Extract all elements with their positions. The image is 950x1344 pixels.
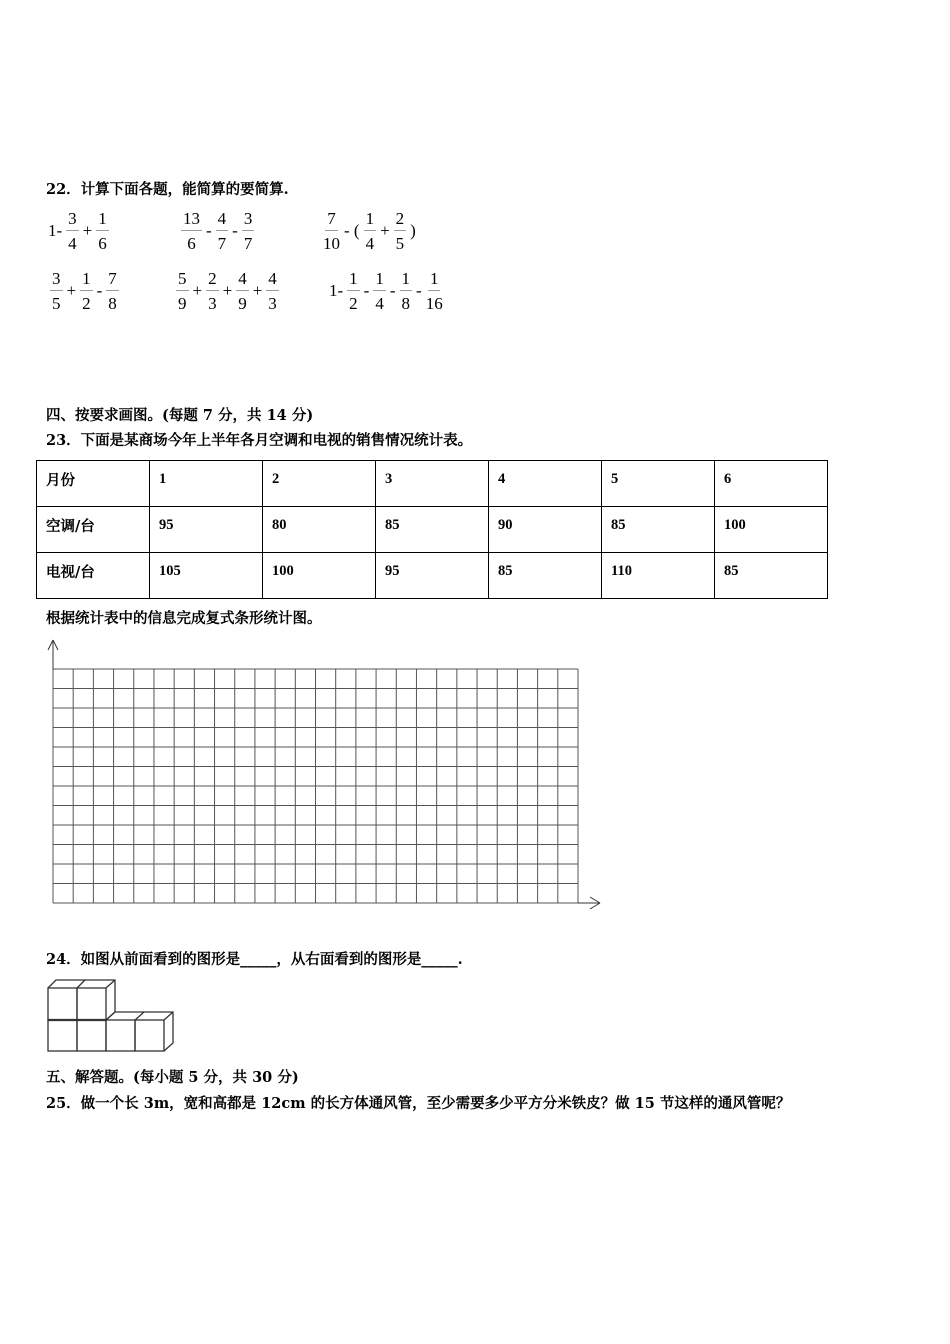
numerator: 7	[325, 210, 338, 231]
fraction	[426, 270, 443, 312]
x-axis-arrow	[590, 897, 600, 903]
denominator: 7	[243, 234, 253, 253]
denominator: 5	[52, 294, 61, 313]
cube-figure	[40, 975, 190, 1060]
fraction	[236, 270, 249, 312]
operator: -	[206, 221, 212, 240]
denominator: 8	[108, 294, 117, 313]
numerator: 1	[373, 270, 386, 291]
fraction	[394, 210, 407, 252]
table-cell: 1	[150, 461, 263, 507]
denominator: 7	[217, 234, 227, 253]
table-cell: 110	[602, 553, 715, 599]
expression-4	[47, 270, 122, 312]
operator: -	[389, 281, 396, 300]
numerator: 3	[50, 270, 63, 291]
expression-2	[178, 210, 257, 252]
expression-3	[320, 210, 417, 252]
table-cell: 105	[150, 553, 263, 599]
fraction	[96, 210, 109, 252]
numerator: 1	[80, 270, 93, 291]
table-cell: 2	[263, 461, 376, 507]
fraction	[66, 210, 79, 252]
table-cell: 90	[489, 507, 602, 553]
expression-6	[328, 270, 446, 312]
table-cell: 80	[263, 507, 376, 553]
numerator: 3	[66, 210, 79, 231]
fraction	[373, 270, 386, 312]
table-cell: 3	[376, 461, 489, 507]
denominator: 4	[365, 234, 375, 253]
q22-title: 22．计算下面各题，能简算的要简算.	[46, 181, 289, 198]
numerator: 1	[400, 270, 413, 291]
denominator: 6	[98, 234, 107, 253]
denominator: 8	[401, 294, 411, 313]
x-axis-arrow	[590, 903, 600, 909]
denominator: 16	[425, 294, 443, 313]
numerator: 1	[347, 270, 360, 291]
denominator: 3	[268, 294, 277, 313]
section4-heading: 四、按要求画图。(每题 7 分，共 14 分)	[46, 407, 314, 424]
operator: -	[363, 281, 370, 300]
fraction	[80, 270, 93, 312]
table-row	[37, 553, 828, 599]
denominator: 5	[395, 234, 405, 253]
denominator: 4	[375, 294, 384, 313]
y-axis-arrow	[53, 640, 58, 650]
table-row	[37, 507, 828, 553]
numerator: 1	[428, 270, 441, 291]
fraction	[400, 270, 413, 312]
operator: 1-	[48, 221, 63, 240]
table-cell: 85	[376, 507, 489, 553]
operator: +	[252, 281, 263, 300]
denominator: 10	[323, 234, 340, 253]
fraction	[206, 270, 219, 312]
numerator: 3	[242, 210, 255, 231]
operator: -	[232, 221, 238, 240]
numerator: 4	[216, 210, 229, 231]
numerator: 4	[266, 270, 279, 291]
y-axis-arrow	[48, 640, 53, 650]
operator: +	[66, 281, 77, 300]
operator: 1-	[329, 281, 344, 300]
denominator: 2	[82, 294, 91, 313]
fraction	[323, 210, 340, 252]
denominator: 4	[68, 234, 77, 253]
table-cell: 85	[602, 507, 715, 553]
fraction	[181, 210, 202, 252]
numerator: 1	[364, 210, 377, 231]
table-cell: 6	[715, 461, 828, 507]
table-cell: 85	[715, 553, 828, 599]
numerator: 13	[181, 210, 202, 231]
operator: - (	[344, 221, 360, 240]
fraction	[266, 270, 279, 312]
fraction	[176, 270, 189, 312]
q23-instruction: 根据统计表中的信息完成复式条形统计图。	[46, 610, 322, 627]
expression-1	[47, 210, 112, 252]
denominator: 9	[238, 294, 247, 313]
q24-title: 24．如图从前面看到的图形是_____，从右面看到的图形是_____.	[46, 951, 463, 968]
numerator: 2	[206, 270, 219, 291]
operator: )	[410, 221, 416, 240]
fraction	[50, 270, 63, 312]
numerator: 5	[176, 270, 189, 291]
table-cell: 5	[602, 461, 715, 507]
operator: +	[192, 281, 203, 300]
denominator: 2	[349, 294, 358, 313]
expression-5	[173, 270, 282, 312]
table-cell: 95	[150, 507, 263, 553]
numerator: 7	[106, 270, 119, 291]
operator: +	[82, 221, 93, 240]
numerator: 2	[394, 210, 407, 231]
numerator: 4	[236, 270, 249, 291]
table-cell: 空调/台	[37, 507, 150, 553]
fraction	[106, 270, 119, 312]
denominator: 9	[178, 294, 187, 313]
q23-title: 23．下面是某商场今年上半年各月空调和电视的销售情况统计表。	[46, 432, 473, 449]
table-row	[37, 461, 828, 507]
table-cell: 4	[489, 461, 602, 507]
numerator: 1	[96, 210, 109, 231]
table-cell: 100	[715, 507, 828, 553]
q25-title: 25．做一个长 3m，宽和高都是 12cm 的长方体通风管，至少需要多少平方分米铁皮？做 15 节这样的通风管呢？	[46, 1095, 791, 1112]
table-cell: 月份	[37, 461, 150, 507]
table-cell: 电视/台	[37, 553, 150, 599]
bar-chart-grid	[0, 630, 620, 920]
fraction	[242, 210, 255, 252]
fraction	[364, 210, 377, 252]
operator: -	[96, 281, 103, 300]
fraction	[347, 270, 360, 312]
fraction	[216, 210, 229, 252]
operator: +	[380, 221, 390, 240]
table-cell: 85	[489, 553, 602, 599]
section5-heading: 五、解答题。(每小题 5 分，共 30 分)	[46, 1069, 299, 1086]
operator: +	[222, 281, 233, 300]
denominator: 6	[187, 234, 196, 253]
operator: -	[416, 281, 422, 300]
table-cell: 95	[376, 553, 489, 599]
sales-table	[36, 460, 828, 599]
table-cell: 100	[263, 553, 376, 599]
denominator: 3	[208, 294, 217, 313]
